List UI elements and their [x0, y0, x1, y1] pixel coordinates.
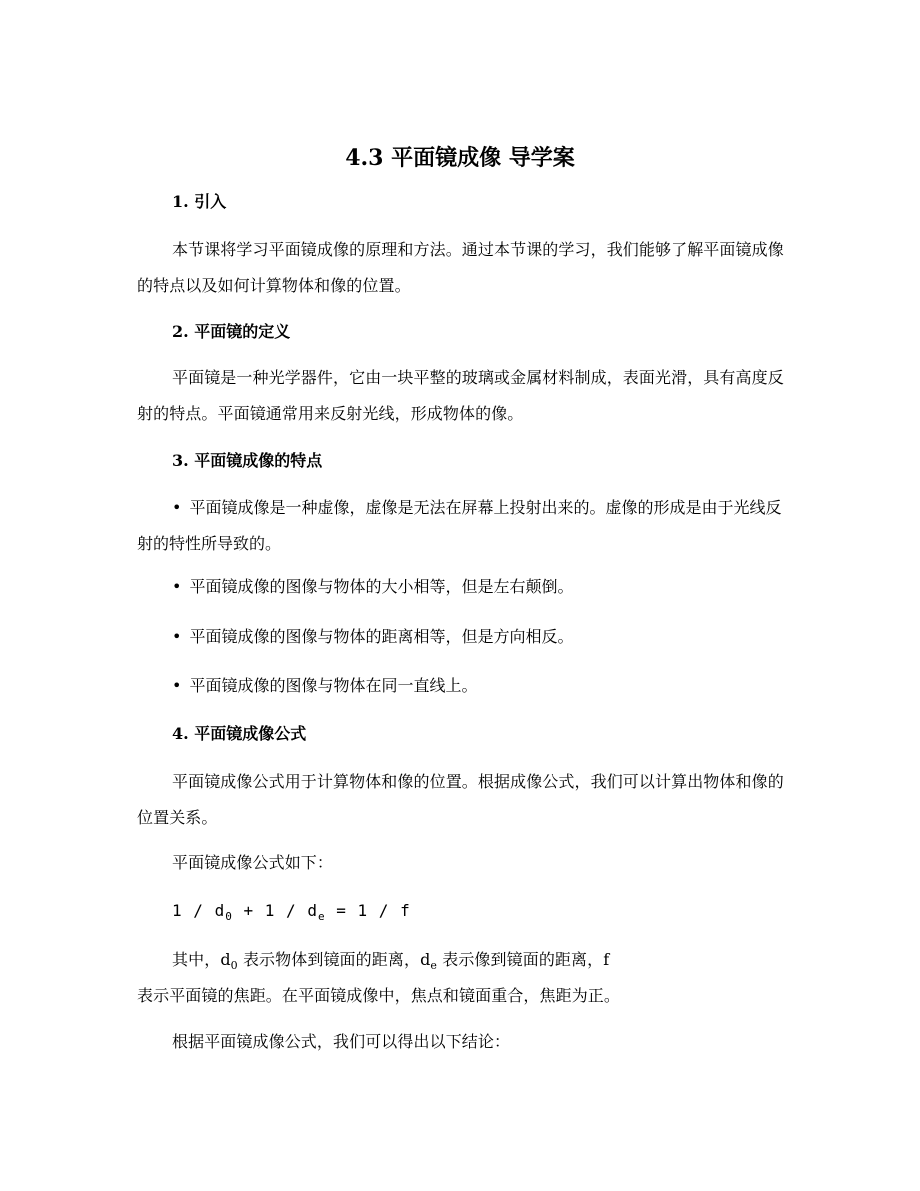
intro-paragraph: 本节课将学习平面镜成像的原理和方法。通过本节课的学习，我们能够了解平面镜成像的特点以及如何计算物体和像的位置。 — [137, 240, 784, 295]
formula-lead-paragraph: 平面镜成像公式如下： — [172, 853, 334, 872]
formula-slash: / — [378, 901, 390, 920]
formula-image-distance: $d_e$ — [307, 901, 326, 924]
formula-plus: + — [243, 901, 255, 920]
bullet-marker: • — [172, 498, 182, 517]
feature-list-item — [137, 490, 785, 562]
definition-paragraph: 平面镜是一种光学器件，它由一块平整的玻璃或金属材料制成，表面光滑，具有高度反射的特点。平面镜通常用来反射光线，形成物体的像。 — [137, 368, 784, 423]
formula-equals: = — [336, 901, 347, 920]
formula-slash: / — [193, 901, 204, 920]
section-heading-intro: 1. 引入 — [172, 192, 227, 211]
mirror-formula — [172, 899, 411, 929]
object-distance-symbol: $d_0$ — [220, 950, 238, 973]
bullet-marker: • — [172, 676, 182, 695]
formula-object-distance: $d_0$ — [214, 901, 233, 924]
image-distance-symbol: $d_e$ — [420, 950, 438, 973]
section-heading-features: 3. 平面镜成像的特点 — [172, 451, 323, 470]
conclusion-paragraph: 根据平面镜成像公式，我们可以得出以下结论： — [172, 1032, 511, 1051]
section-heading-formula: 4. 平面镜成像公式 — [172, 724, 307, 743]
formula-focal-length: f — [400, 901, 411, 920]
formula-explanation-line2: 表示平面镜的焦距。在平面镜成像中，焦点和镜面重合，焦距为正。 — [137, 986, 621, 1005]
feature-text: 平面镜成像的图像与物体的大小相等，但是左右颠倒。 — [189, 577, 574, 596]
formula-slash: / — [286, 901, 297, 920]
feature-list-item — [137, 569, 785, 605]
formula-one: 1 — [264, 901, 276, 920]
formula-explanation-line1: 其中，$d_0$ 表示物体到镜面的距离，$d_e$ 表示像到镜面的距离，f — [172, 950, 610, 973]
bullet-marker: • — [172, 577, 182, 596]
formula-one: 1 — [357, 901, 369, 920]
feature-list-item — [137, 619, 785, 655]
section-heading-definition: 2. 平面镜的定义 — [172, 322, 291, 341]
formula-one: 1 — [172, 901, 183, 920]
bullet-marker: • — [172, 627, 182, 646]
feature-text: 平面镜成像是一种虚像，虚像是无法在屏幕上投射出来的。虚像的形成是由于光线反射的特性所导致的。 — [137, 498, 782, 553]
feature-text: 平面镜成像的图像与物体的距离相等，但是方向相反。 — [189, 627, 574, 646]
feature-text: 平面镜成像的图像与物体在同一直线上。 — [189, 676, 478, 695]
feature-list-item — [137, 668, 785, 704]
formula-intro-paragraph: 平面镜成像公式用于计算物体和像的位置。根据成像公式，我们可以计算出物体和像的位置关系。 — [137, 772, 784, 827]
page-title: 4.3 平面镜成像 导学案 — [345, 145, 575, 171]
